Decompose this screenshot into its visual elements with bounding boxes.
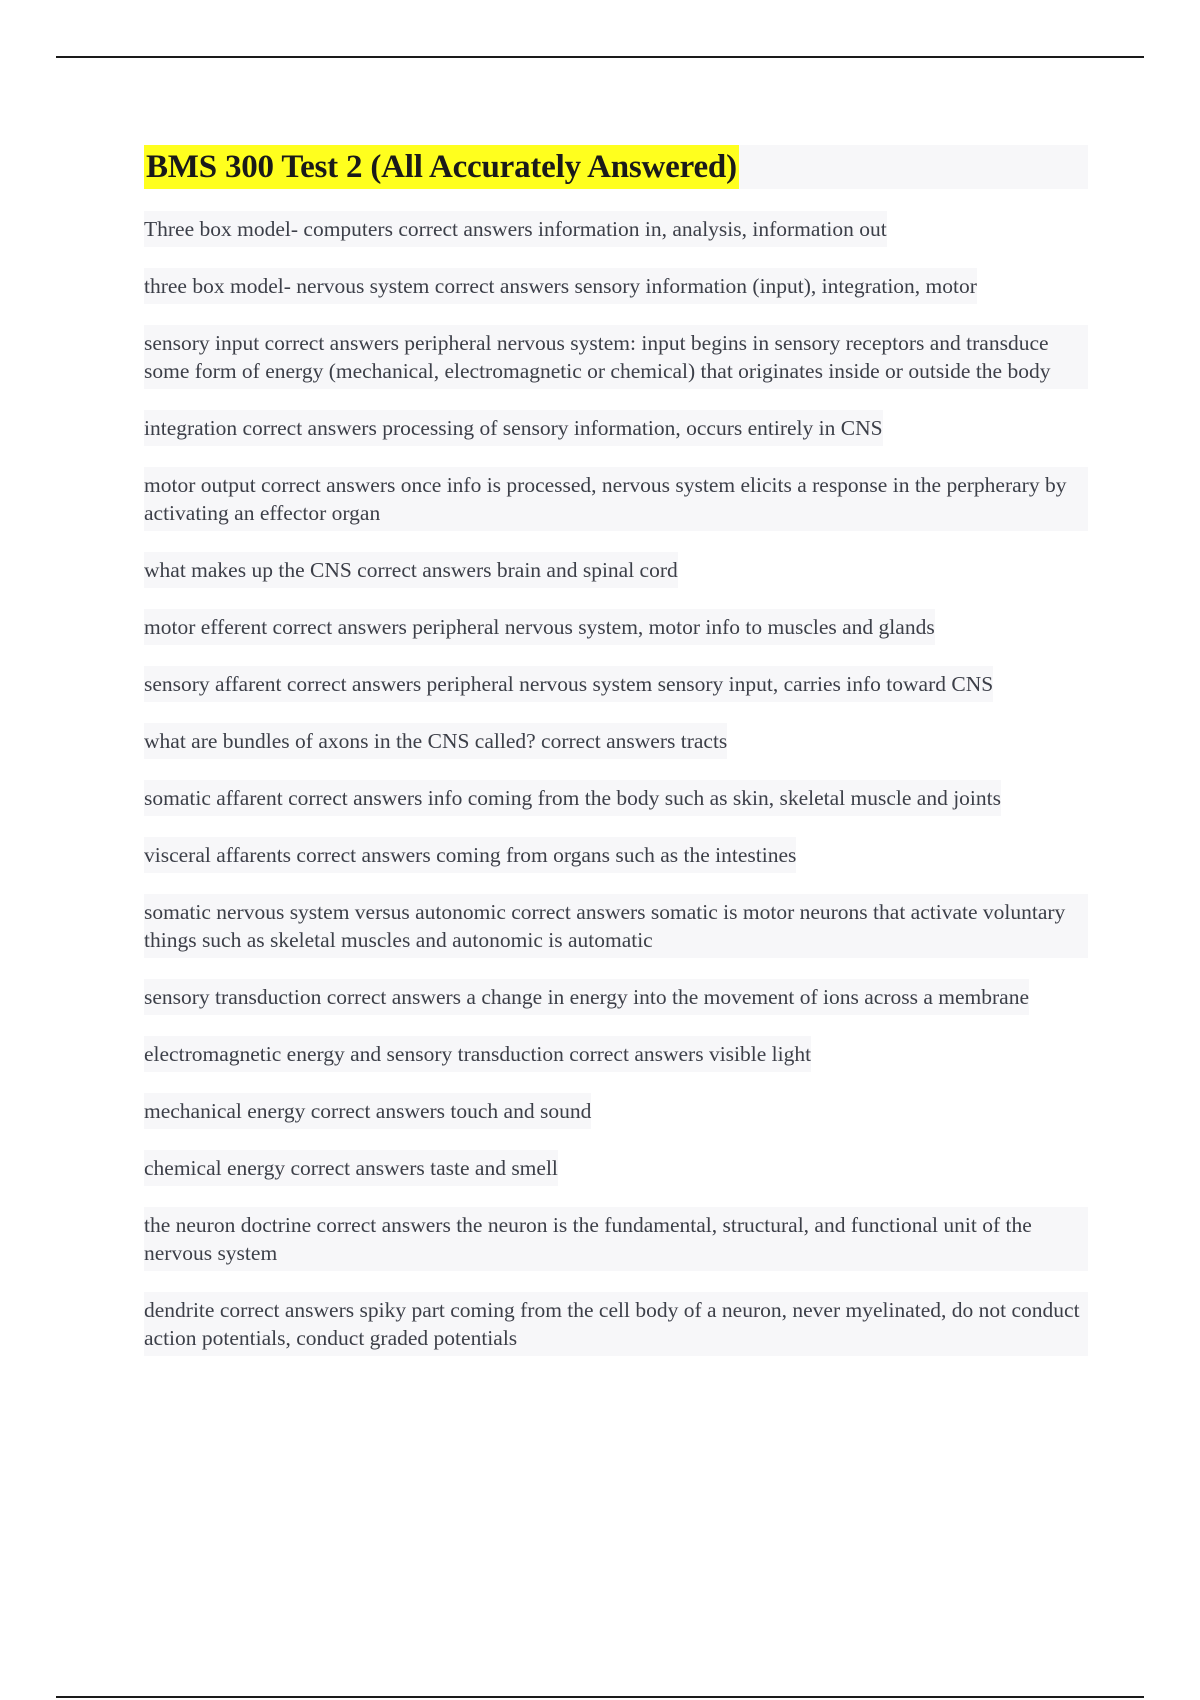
qa-entry: what are bundles of axons in the CNS called? correct answers tracts [144, 723, 727, 759]
qa-entry: motor output correct answers once info is processed, nervous system elicits a response in the perpherary by activating an effector organ [144, 467, 1088, 531]
qa-entry: somatic nervous system versus autonomic correct answers somatic is motor neurons that activate voluntary things such as skeletal muscles and autonomic is automatic [144, 894, 1088, 958]
qa-entry: what makes up the CNS correct answers brain and spinal cord [144, 552, 678, 588]
qa-entry: sensory affarent correct answers peripheral nervous system sensory input, carries info toward CNS [144, 666, 993, 702]
qa-entry: dendrite correct answers spiky part coming from the cell body of a neuron, never myelinated, do not conduct action potentials, conduct graded potentials [144, 1292, 1088, 1356]
qa-entry: visceral affarents correct answers coming from organs such as the intestines [144, 837, 796, 873]
qa-entry: three box model- nervous system correct answers sensory information (input), integration, motor [144, 268, 977, 304]
qa-entry: motor efferent correct answers peripheral nervous system, motor info to muscles and glands [144, 609, 935, 645]
qa-entry: mechanical energy correct answers touch and sound [144, 1093, 591, 1129]
qa-entry: chemical energy correct answers taste and smell [144, 1150, 558, 1186]
qa-entry: integration correct answers processing of sensory information, occurs entirely in CNS [144, 410, 883, 446]
qa-entry: sensory transduction correct answers a change in energy into the movement of ions across a membrane [144, 979, 1029, 1015]
top-divider [56, 56, 1144, 58]
document-body [144, 145, 1088, 1377]
qa-entry: somatic affarent correct answers info coming from the body such as skin, skeletal muscle and joints [144, 780, 1001, 816]
document-title: BMS 300 Test 2 (All Accurately Answered) [144, 145, 739, 189]
qa-entry: sensory input correct answers peripheral nervous system: input begins in sensory receptors and transduce some form of energy (mechanical, electromagnetic or chemical) that originates inside or outside the body [144, 325, 1088, 389]
qa-entry: Three box model- computers correct answers information in, analysis, information out [144, 211, 887, 247]
bottom-divider [56, 1696, 1144, 1698]
qa-list [144, 211, 1088, 1356]
qa-entry: electromagnetic energy and sensory transduction correct answers visible light [144, 1036, 811, 1072]
qa-entry: the neuron doctrine correct answers the neuron is the fundamental, structural, and functional unit of the nervous system [144, 1207, 1088, 1271]
title-bar [144, 145, 1088, 189]
